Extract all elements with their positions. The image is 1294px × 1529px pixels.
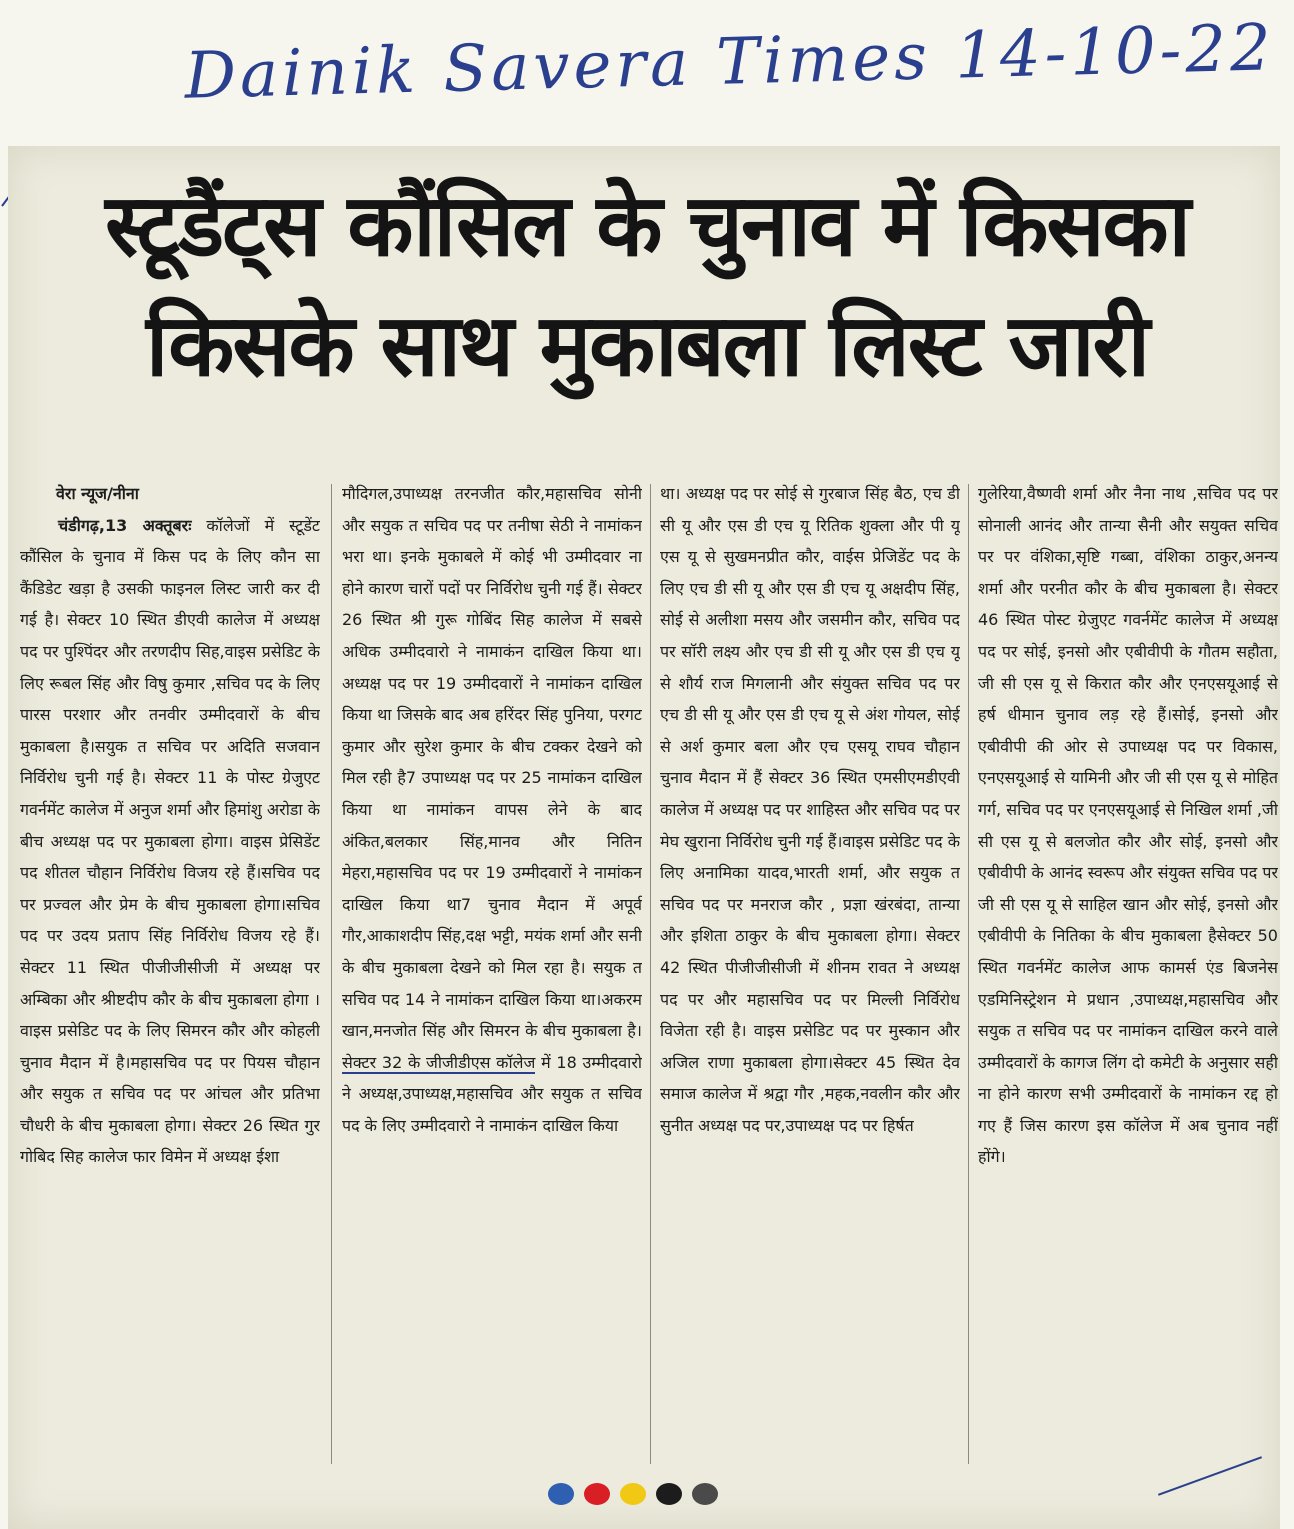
registration-dot-black xyxy=(656,1483,682,1505)
registration-dot-gray xyxy=(692,1483,718,1505)
headline-line-2: किसके साथ मुकाबला लिस्ट जारी xyxy=(146,296,1148,396)
column-2-text-part-1: मौदिगल,उपाध्यक्ष तरनजीत कौर,महासचिव सोनी और सयुक त सचिव पद पर तनीषा सेठी ने नामांकन भरा था। इनके मुकाबले में कोई भी उम्मीदवार ना होने कारण चारों पदों पर निर्विरोध चुनी गई हैं। सेक्टर 26 स्थित श्री गुरू गोबिंद सिह कालेज में सबसे अधिक उम्मीदवारो ने नामाकंन दाखिल किया था। अध्यक्ष पद पर 19 उम्मीदवारों ने नामांकन दाखिल किया था जिसके बाद अब हरिंदर सिंह पुनिया, परगट कुमार और सुरेश कुमार के बीच टक्कर देखने को मिल रही है7 उपाध्यक्ष पद पर 25 नामांकन दाखिल किया था नामांकन वापस लेने के बाद अंकित,बलकार सिंह,मानव और नितिन मेहरा,महासचिव पद पर 19 उम्मीदवारों ने नामांकन दाखिल किया था7 चुनाव मैदान में अपूर्व गौर,आकाशदीप सिंह,दक्ष भट्टी, मयंक शर्मा और सनी के बीच मुकाबला देखने को मिल रहा है। सयुक त सचिव पद 14 ने नामांकन दाखिल किया था।अकरम खान,मनजोत सिंह और सिमरन के बीच मुकाबला है। xyxy=(342,484,642,1041)
underlined-college-mention: सेक्टर 32 के जीजीडीएस कॉलेज xyxy=(342,1052,536,1072)
column-3-text: था। अध्यक्ष पद पर सोई से गुरबाज सिंह बैठ, एच डी सी यू और एस डी एच यू रितिक शुक्ला और पी यू एस यू से सुखमनप्रीत कौर, वाईस प्रेजिडेंट पद के लिए एच डी सी यू और एस डी एच यू अक्षदीप सिंह, सोई से अलीशा मसय और जसमीन कौर, सचिव पद पर सॉरी लक्ष्य और एच डी सी यू और एस डी एच यू से शौर्य राज मिगलानी और संयुक्त सचिव पद पर एच डी सी यू और एस डी एच यू से अंश गोयल, सोई से अर्श कुमार बला और एच एसयू राघव चौहान चुनाव मैदान में हैं सेक्टर 36 स्थित एमसीएमडीएवी कालेज में अध्यक्ष पद पर शाहिस्त और सचिव पद पर मेघ खुराना निर्विरोध चुनी गई हैं।वाइस प्रसेडिट पद के लिए अनामिका यादव,भारती शर्मा, और सयुक त सचिव पद पर मनराज कौर , प्रज्ञा खंरबंदा, तान्या और इशिता ठाकुर के बीच मुकाबला होगा। सेक्टर 42 स्थित पीजीजीसीजी में शीनम रावत ने अध्यक्ष पद पर और महासचिव पद पर मिल्ली निर्विरोध विजेता रही है। वाइस प्रसेडिट पद पर मुस्कान और अजिल राणा मुकाबला होगा।सेक्टर 45 स्थित देव समाज कालेज में श्रद्वा गौर ,महक,नवलीन कौर और सुनीत अध्यक्ष पद पर,उपाध्यक्ष पद पर हिर्षत xyxy=(660,484,960,1135)
column-divider xyxy=(968,484,969,1464)
handwritten-newspaper-note: Dainik Savera Times 14-10-22 xyxy=(183,11,1276,114)
column-1-text: कॉलेजों में स्टूडेंट कौंसिल के चुनाव में किस पद के लिए कौन सा कैंडिडेट खड़ा है उसकी फाइनल लिस्ट जारी कर दी गई है। सेक्टर 10 स्थित डीएवी कालेज में अध्यक्ष पद पर पुश्पिंदर और तरणदीप सिह,वाइस प्रसेडिट के लिए रूबल सिंह और विषु कुमार ,सचिव पद के लिए पारस परशार और तनवीर उम्मीदवारों के बीच मुकाबला है।सयुक त सचिव पर अदिति सजवान निर्विरोध चुनी गई है। सेक्टर 11 के पोस्ट ग्रेजुएट गवर्नमेंट कालेज में अनुज शर्मा और हिमांशु अरोडा के बीच अध्यक्ष पद पर मुकाबला होगा। वाइस प्रेसिडेंट पद शीतल चौहान निर्विरोध विजय रहे हैं।सचिव पद पर प्रज्वल और प्रेम के बीच मुकाबला होगा।सचिव पद पर उदय प्रताप सिंह निर्विरोध विजय रहे हैं। सेक्टर 11 स्थित पीजीजीसीजी में अध्यक्ष पर अम्बिका और श्रीष्टदीप कौर के बीच मुकाबला होगा । वाइस प्रसेडिट पद के लिए सिमरन कौर और कोहली चुनाव मैदान में है।महासचिव पद पर पियस चौहान और सयुक त सचिव पद पर आंचल और प्रतिभा चौधरी के बीच मुकाबला होगा। सेक्टर 26 स्थित गुर गोबिद सिह कालेज फार विमेन में अध्यक्ष ईशा xyxy=(20,515,320,1167)
column-divider xyxy=(331,484,332,1464)
registration-dot-blue xyxy=(548,1483,574,1505)
column-2-text-part-2: में 18 उम्मीदवारो ने अध्यक्ष,उपाध्यक्ष,महासचिव और सयुक त सचिव पद के लिए उम्मीदवारो ने नामाकंन दाखिल किया xyxy=(342,1052,642,1135)
column-4-text: गुलेरिया,वैष्णवी शर्मा और नैना नाथ ,सचिव पद पर सोनाली आनंद और तान्या सैनी और सयुक्त सचिव पर पर वंशिका,सृष्टि गब्बा, वंशिका ठाकुर,अनन्य शर्मा और परनीत कौर के बीच मुकाबला है। सेक्टर 46 स्थित पोस्ट ग्रेजुएट गवर्नमेंट कालेज में अध्यक्ष पद पर सोई, इनसो और एबीवीपी के गौतम सहौता, जी सी एस यू से किरात कौर और एनएसयूआई से हर्ष धीमान चुनाव लड़ रहे हैं।सोई, इनसो और एबीवीपी की ओर से उपाध्यक्ष पद पर विकास, एनएसयूआई से यामिनी और जी सी एस यू से मोहित गर्ग, सचिव पद पर एनएसयूआई से निखिल शर्मा ,जी सी एस यू से बलजोत कौर और सोई, इनसो और एबीवीपी के आनंद स्वरूप और संयुक्त सचिव पद पर जी सी एस यू से साहिल खान और सोई, इनसो और एबीवीपी के नितिका के बीच मुकाबला हैसेक्टर 50 स्थित गवर्नमेंट कालेज आफ कामर्स एंड बिजनेस एडमिनिस्ट्रेशन मे प्रधान ,उपाध्यक्ष,महासचिव और सयुक त सचिव पद पर नामांकन दाखिल करने वाले उम्मीदवारों के कागज लिंग दो कमेटी के अनुसार सही ना होने कारण सभी उम्मीदवारों के नामांकन रद्द हो गए हैं जिस कारण इस कॉलेज में अब चुनाव नहीं होंगे। xyxy=(978,484,1278,1167)
article-column-3 xyxy=(660,478,960,1468)
column-divider xyxy=(650,484,651,1464)
article-column-2 xyxy=(342,478,642,1468)
dateline-paragraph xyxy=(20,510,320,1173)
headline-line-1: स्टूडैंट्स कौंसिल के चुनाव में किसका xyxy=(105,176,1189,276)
registration-dot-yellow xyxy=(620,1483,646,1505)
article-column-4 xyxy=(978,478,1278,1468)
dateline: चंडीगढ़,13 अक्तूबरः xyxy=(58,515,192,535)
printer-registration-dots xyxy=(548,1479,778,1509)
article-headline xyxy=(22,170,1272,402)
article-column-1 xyxy=(20,478,320,1468)
article-body xyxy=(20,478,1278,1468)
registration-dot-red xyxy=(584,1483,610,1505)
byline: वेरा न्यूज/नीना xyxy=(56,484,139,503)
